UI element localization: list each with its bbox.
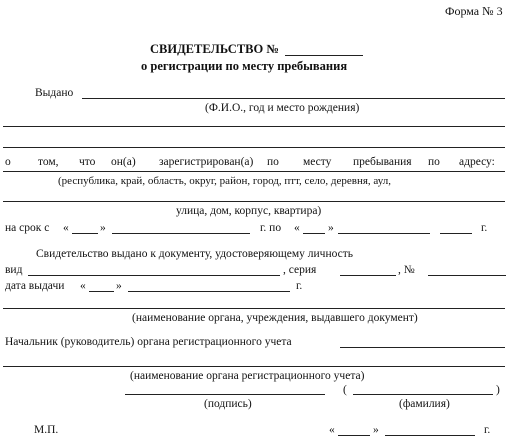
term-year-label: г. по	[260, 222, 282, 234]
certificate-title: СВИДЕТЕЛЬСТВО №	[150, 42, 279, 56]
term-end-day-field[interactable]	[303, 233, 325, 234]
quote-open: «	[80, 280, 86, 292]
address-field-2[interactable]	[3, 201, 505, 202]
document-intro: Свидетельство выдано к документу, удостоверяющему личность	[36, 248, 354, 260]
quote-close: »	[116, 280, 122, 292]
term-end-year-field[interactable]	[440, 233, 472, 234]
doc-type-field[interactable]	[28, 275, 280, 276]
doc-date-day-field[interactable]	[89, 291, 114, 292]
surname-field[interactable]	[353, 394, 493, 395]
doc-number-field[interactable]	[428, 275, 506, 276]
quote-close: »	[373, 424, 379, 436]
doc-type-label: вид	[5, 264, 23, 276]
chief-field[interactable]	[340, 347, 505, 348]
quote-open: «	[63, 222, 69, 234]
address-intro-word: адресу:	[459, 156, 495, 168]
term-end-month-field[interactable]	[338, 233, 430, 234]
signature-caption: (подпись)	[204, 398, 252, 410]
full-name-field[interactable]	[82, 98, 505, 99]
quote-open: «	[294, 222, 300, 234]
doc-date-label: дата выдачи	[5, 280, 65, 292]
address-intro-word: он(а)	[111, 156, 136, 168]
doc-number-label: , №	[398, 264, 415, 276]
address-field-1[interactable]	[3, 171, 505, 172]
address-intro-word: о	[5, 156, 11, 168]
issuer-field[interactable]	[3, 308, 505, 309]
address-intro-word: по	[267, 156, 279, 168]
certificate-subtitle: о регистрации по месту пребывания	[141, 59, 348, 73]
term-end-year-label: г.	[481, 222, 488, 234]
doc-date-year-label: г.	[296, 280, 303, 292]
open-paren: (	[343, 384, 347, 396]
issuer-caption: (наименование органа, учреждения, выдавшего документ)	[132, 312, 418, 324]
chief-label: Начальник (руководитель) органа регистрационного учета	[5, 336, 292, 348]
footer-day-field[interactable]	[338, 435, 370, 436]
address-intro-word: зарегистрирован(а)	[159, 156, 254, 168]
address-intro-word: что	[79, 156, 96, 168]
quote-close: »	[328, 222, 334, 234]
footer-month-field[interactable]	[385, 435, 475, 436]
birth-info-field-2[interactable]	[3, 147, 505, 148]
term-label: на срок с	[5, 222, 50, 234]
address-intro-word: месту	[303, 156, 332, 168]
doc-date-month-field[interactable]	[128, 291, 290, 292]
doc-series-field[interactable]	[340, 275, 396, 276]
address-intro-word: по	[428, 156, 440, 168]
address-caption-2: улица, дом, корпус, квартира)	[176, 205, 322, 217]
stamp-label: М.П.	[34, 424, 59, 436]
authority-field[interactable]	[3, 366, 505, 367]
address-intro-word: том,	[38, 156, 59, 168]
quote-open: «	[329, 424, 335, 436]
authority-caption: (наименование органа регистрационного учета)	[130, 370, 365, 382]
footer-year-label: г.	[484, 424, 491, 436]
term-start-month-field[interactable]	[112, 233, 250, 234]
surname-caption: (фамилия)	[399, 398, 450, 410]
quote-close: »	[100, 222, 106, 234]
issued-label: Выдано	[35, 87, 74, 99]
doc-series-label: , серия	[283, 264, 317, 276]
certificate-number-field[interactable]	[285, 55, 363, 56]
address-caption-1: (республика, край, область, округ, район, город, птт, село, деревня, аул,	[58, 175, 392, 187]
name-caption: (Ф.И.О., год и место рождения)	[205, 102, 360, 114]
close-paren: )	[496, 384, 500, 396]
form-number: Форма № 3	[445, 4, 503, 18]
birth-info-field[interactable]	[3, 126, 505, 127]
signature-field[interactable]	[125, 394, 325, 395]
address-intro-word: пребывания	[353, 156, 412, 168]
term-start-day-field[interactable]	[72, 233, 98, 234]
